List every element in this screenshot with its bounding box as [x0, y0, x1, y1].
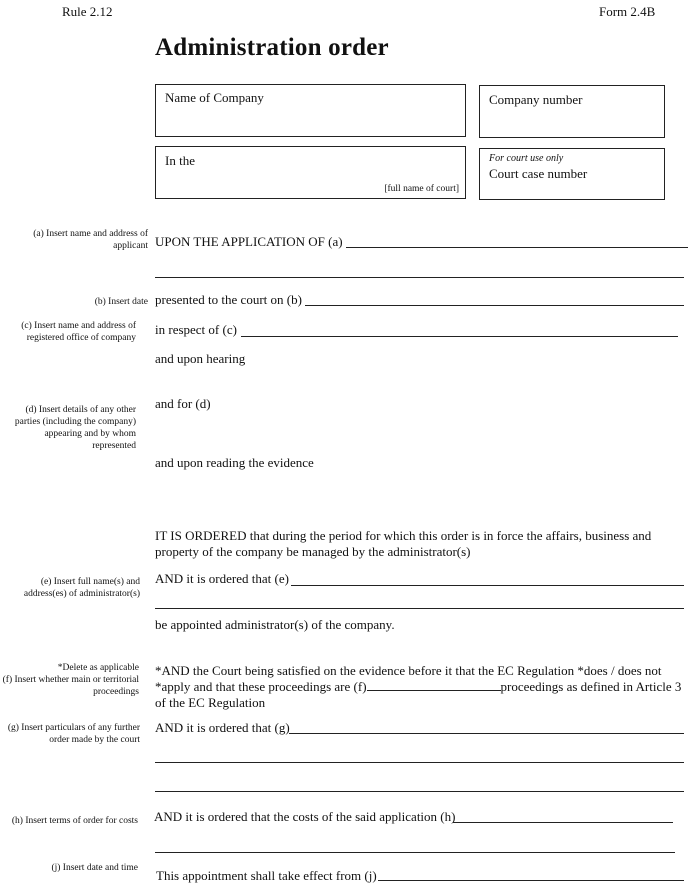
upon-hearing-text: and upon hearing [155, 351, 246, 366]
note-c: (c) Insert name and address of registered office of company [21, 321, 136, 343]
date-line[interactable] [305, 305, 684, 306]
administrator-line-2[interactable] [155, 608, 684, 609]
company-number-label: Company number [489, 92, 583, 107]
costs-line-1[interactable] [453, 822, 673, 823]
upon-reading-text: and upon reading the evidence [155, 455, 314, 470]
applicant-line-2[interactable] [155, 277, 684, 278]
further-order-line-2[interactable] [155, 762, 684, 763]
be-appointed-text: be appointed administrator(s) of the company. [155, 617, 395, 632]
and-ordered-g-text: AND it is ordered that (g) [155, 720, 290, 735]
page-title: Administration order [155, 34, 389, 61]
further-order-line-3[interactable] [155, 791, 684, 792]
note-d: (d) Insert details of any other parties (including the company) appearing and by whom represented [14, 405, 136, 451]
rule-number: Rule 2.12 [62, 4, 113, 19]
court-case-number-label: Court case number [489, 166, 588, 181]
company-name-label: Name of Company [165, 90, 264, 105]
note-e: (e) Insert full name(s) and address(es) of administrator(s) [23, 577, 140, 599]
court-case-number-box[interactable] [479, 148, 665, 200]
costs-line-2[interactable] [155, 852, 675, 853]
company-number-box[interactable] [479, 85, 665, 138]
administrator-line-1[interactable] [291, 585, 684, 586]
note-h: (h) Insert terms of order for costs [11, 816, 138, 826]
in-respect-text: in respect of (c) [155, 322, 237, 337]
note-delete: *Delete as applicable [57, 663, 139, 673]
further-order-line-1[interactable] [289, 733, 684, 734]
it-is-ordered-paragraph: IT IS ORDERED that during the period for which this order is in force the affairs, business and property of the company be managed by the administrator(s) [155, 528, 652, 559]
company-address-line[interactable] [241, 336, 678, 337]
and-ordered-e-text: AND it is ordered that (e) [155, 571, 289, 586]
upon-application-text: UPON THE APPLICATION OF (a) [155, 234, 343, 249]
note-a: (a) Insert name and address of applicant [33, 229, 148, 251]
effective-date-line[interactable] [378, 880, 684, 881]
court-name-box[interactable] [155, 146, 466, 199]
presented-text: presented to the court on (b) [155, 292, 302, 307]
ec-regulation-paragraph [155, 663, 695, 711]
in-the-label: In the [165, 153, 195, 168]
proceedings-type-blank[interactable] [367, 679, 501, 691]
note-j: (j) Insert date and time [51, 863, 138, 873]
note-b: (b) Insert date [94, 297, 148, 307]
takes-effect-text: This appointment shall take effect from (j) [156, 868, 377, 883]
company-name-box[interactable] [155, 84, 466, 137]
applicant-line-1[interactable] [346, 247, 688, 248]
court-name-hint: [full name of court] [384, 184, 459, 194]
note-f: (f) Insert whether main or territorial proceedings [2, 675, 139, 697]
form-number: Form 2.4B [599, 4, 656, 19]
court-use-only-label: For court use only [489, 153, 564, 164]
costs-text: AND it is ordered that the costs of the said application (h) [154, 809, 456, 824]
ec-paragraph-start: *AND the Court being satisfied on the evidence before it that the EC Regulation *does / does not *apply and that these proceedings are (f) [155, 663, 662, 694]
note-g: (g) Insert particulars of any further order made by the court [7, 723, 140, 745]
ec-paragraph-end: proceedings as defined in Article 3 of the EC Regulation [155, 679, 682, 710]
and-for-text: and for (d) [155, 396, 211, 411]
